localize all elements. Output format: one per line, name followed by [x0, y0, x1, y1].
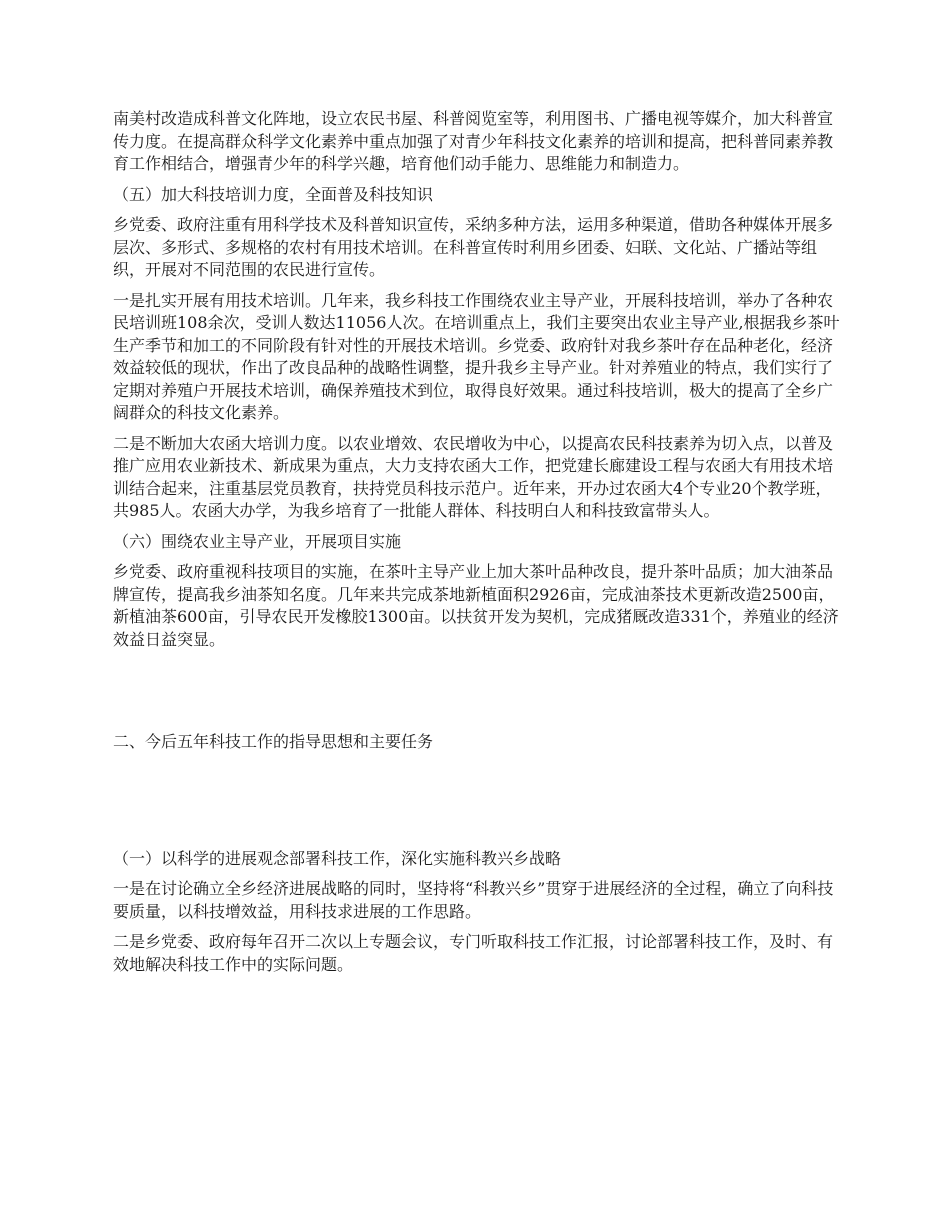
paragraph: 乡党委、政府重视科技项目的实施，在茶叶主导产业上加大茶叶品种改良，提升茶叶品质；加大油茶品牌宣传，提高我乡油茶知名度。几年来共完成茶地新植面积2926亩，完成油茶技术更新改造2500亩，新植油茶600亩，引导农民开发橡胶1300亩。以扶贫开发为契机，完成猪厩改造331个，养殖业的经济效益日益突显。: [113, 562, 839, 649]
paragraph: 二是不断加大农函大培训力度。以农业增效、农民增收为中心，以提高农民科技素养为切入点，以普及推广应用农业新技术、新成果为重点，大力支持农函大工作，把党建长廊建设工程与农函大有用技术培训结合起来，注重基层党员教育，扶持党员科技示范户。近年来，开办过农函大4个专业20个教学班，共985人。农函大办学，为我乡培育了一批能人群体、科技明白人和科技致富带头人。: [113, 433, 834, 520]
paragraph: 一是在讨论确立全乡经济进展战略的同时，坚持将“科教兴乡”贯穿于进展经济的全过程，确立了向科技要质量，以科技增效益，用科技求进展的工作思路。: [113, 879, 834, 921]
paragraph: 一是扎实开展有用技术培训。几年来，我乡科技工作围绕农业主导产业，开展科技培训，举办了各种农民培训班108余次，受训人数达11056人次。在培训重点上，我们主要突出农业主导产业,根据我乡茶叶生产季节和加工的不同阶段有针对性的开展技术培训。乡党委、政府针对我乡茶叶存在品种老化，经济效益较低的现状，作出了改良品种的战略性调整，提升我乡主导产业。针对养殖业的特点，我们实行了定期对养殖户开展技术培训，确保养殖技术到位，取得良好效果。通过科技培训，极大的提高了全乡广阔群众的科技文化素养。: [113, 290, 840, 422]
paragraph: 南美村改造成科普文化阵地，设立农民书屋、科普阅览室等，利用图书、广播电视等媒介，加大科普宣传力度。在提高群众科学文化素养中重点加强了对青少年科技文化素养的培训和提高，把科普同素养教育工作相结合，增强青少年的科学兴趣，培育他们动手能力、思维能力和制造力。: [113, 109, 834, 173]
section-heading: 二、今后五年科技工作的指导思想和主要任务: [113, 732, 434, 751]
paragraph: 乡党委、政府注重有用科学技术及科普知识宣传，采纳多种方法，运用多种渠道，借助各种媒体开展多层次、多形式、多规格的农村有用技术培训。在科普宣传时利用乡团委、妇联、文化站、广播站等组织，开展对不同范围的农民进行宣传。: [113, 215, 834, 279]
document-page: [113, 108, 843, 984]
subsection-heading: （六）围绕农业主导产业，开展项目实施: [113, 531, 402, 551]
subsection-heading: （五）加大科技培训力度，全面普及科技知识: [113, 184, 434, 204]
paragraph: 二是乡党委、政府每年召开二次以上专题会议，专门听取科技工作汇报，讨论部署科技工作，及时、有效地解决科技工作中的实际问题。: [113, 932, 834, 974]
subsection-heading: （一）以科学的进展观念部署科技工作，深化实施科教兴乡战略: [113, 848, 562, 868]
blank-space: [113, 659, 843, 731]
blank-space: [113, 762, 843, 848]
